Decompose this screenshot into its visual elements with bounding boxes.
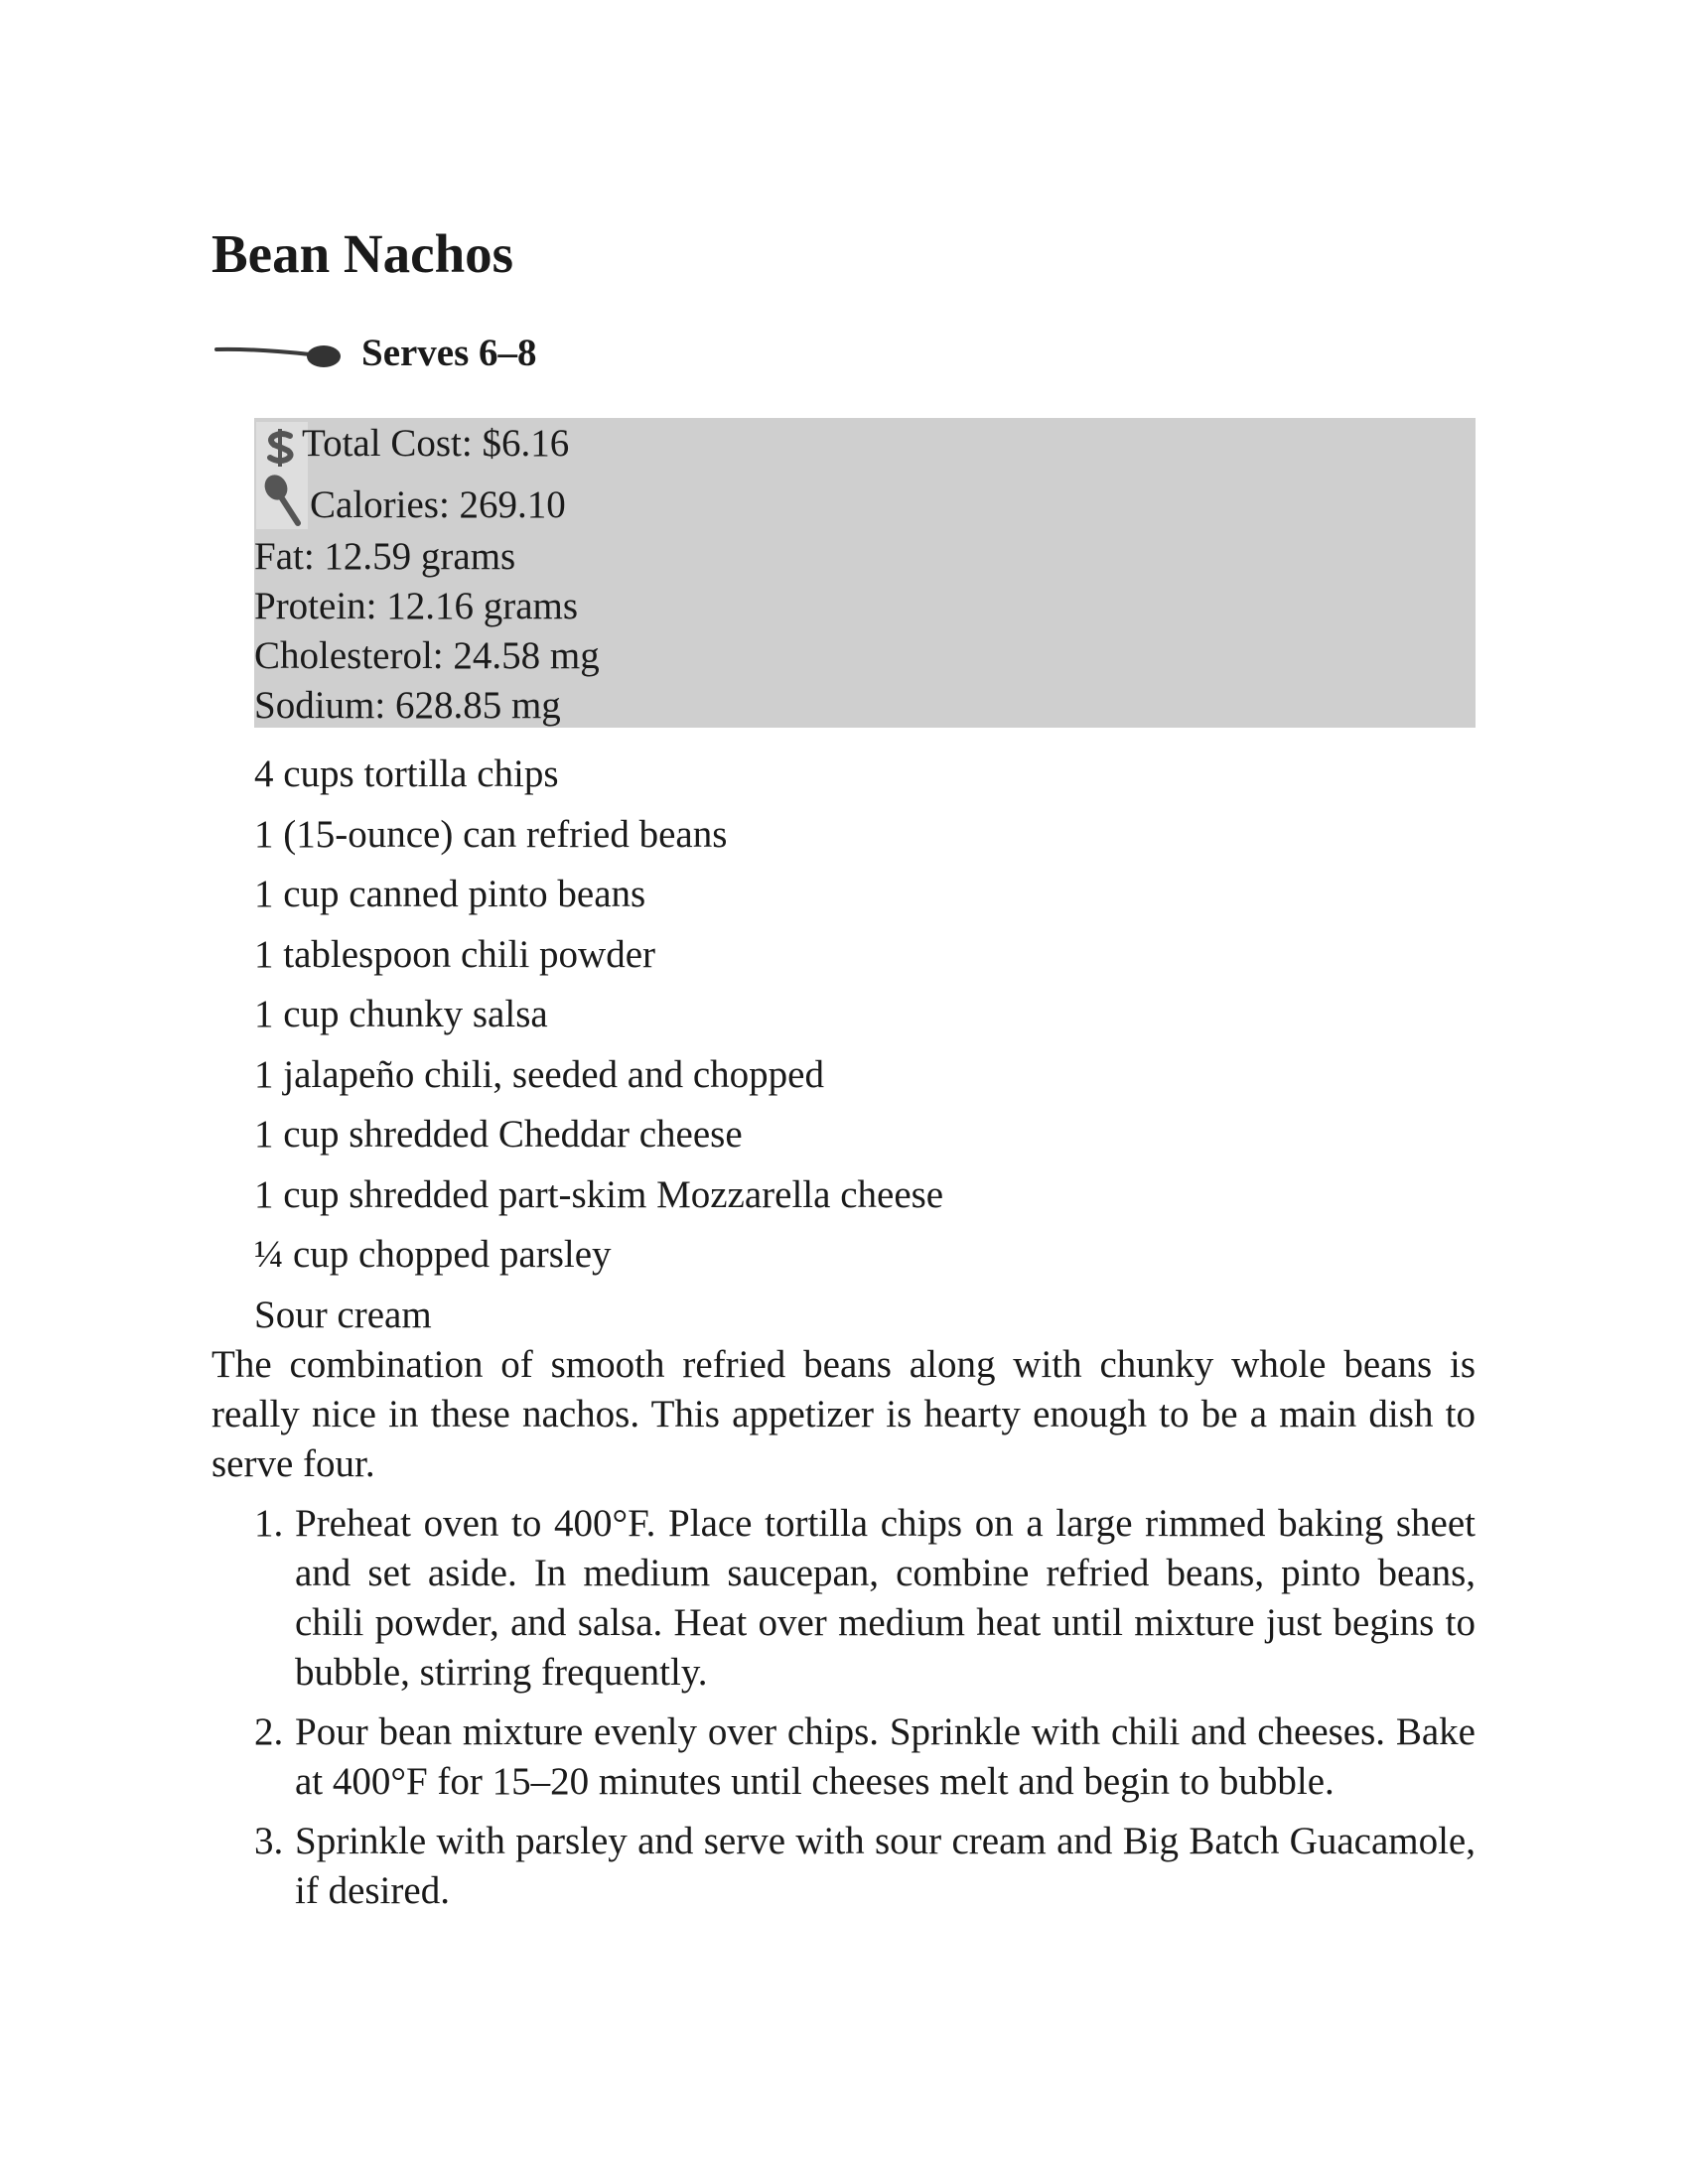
sodium: Sodium: 628.85 mg bbox=[254, 684, 561, 727]
protein: Protein: 12.16 grams bbox=[254, 585, 579, 627]
ingredient-item: 1 jalapeño chili, seeded and chopped bbox=[254, 1052, 824, 1096]
fat: Fat: 12.59 grams bbox=[254, 535, 516, 578]
ingredient-item: 1 tablespoon chili powder bbox=[254, 932, 655, 976]
step-text: Preheat oven to 400°F. Place tortilla chips on a large rimmed baking sheet and set aside. In medium saucepan, combine refried beans, pinto beans, chili powder, and salsa. Heat over medium heat until mixture just begins to bubble, stirring frequently. bbox=[295, 1502, 1476, 1694]
spoon-icon bbox=[214, 335, 344, 370]
serves-row bbox=[214, 328, 537, 377]
recipe-intro: The combination of smooth refried beans along with chunky whole beans is really nice in these nachos. This appetizer is hearty enough to be a main dish to serve four. bbox=[211, 1343, 1476, 1485]
cholesterol: Cholesterol: 24.58 mg bbox=[254, 634, 600, 677]
step-number: 2. bbox=[254, 1710, 284, 1753]
step-text: Sprinkle with parsley and serve with sour cream and Big Batch Guacamole, if desired. bbox=[295, 1820, 1476, 1912]
step-item bbox=[254, 1707, 1476, 1807]
ingredient-item: 1 cup shredded Cheddar cheese bbox=[254, 1113, 743, 1156]
step-text: Pour bean mixture evenly over chips. Sprinkle with chili and cheeses. Bake at 400°F for 15–20 minutes until cheeses melt and begin to bubble. bbox=[295, 1710, 1476, 1803]
recipe-title: Bean Nachos bbox=[211, 223, 514, 284]
drumstick-icon bbox=[256, 472, 308, 529]
ingredient-item: Sour cream bbox=[254, 1293, 432, 1336]
steps-list bbox=[254, 1499, 1476, 1926]
ingredient-item: 1 (15-ounce) can refried beans bbox=[254, 812, 728, 856]
ingredients-list bbox=[254, 745, 943, 1345]
step-number: 1. bbox=[254, 1502, 284, 1545]
ingredient-item: 4 cups tortilla chips bbox=[254, 752, 559, 795]
step-number: 3. bbox=[254, 1820, 284, 1862]
ingredient-item: 1 cup chunky salsa bbox=[254, 993, 548, 1035]
step-item bbox=[254, 1817, 1476, 1916]
ingredient-item: ¼ cup chopped parsley bbox=[254, 1233, 612, 1276]
dollar-icon bbox=[256, 422, 308, 472]
step-item bbox=[254, 1499, 1476, 1698]
calories: Calories: 269.10 bbox=[310, 483, 566, 526]
nutrition-box bbox=[254, 418, 1476, 728]
total-cost: Total Cost: $6.16 bbox=[302, 422, 570, 465]
serves-label: Serves 6–8 bbox=[361, 331, 537, 374]
ingredient-item: 1 cup canned pinto beans bbox=[254, 873, 646, 915]
ingredient-item: 1 cup shredded part-skim Mozzarella cheese bbox=[254, 1172, 944, 1216]
